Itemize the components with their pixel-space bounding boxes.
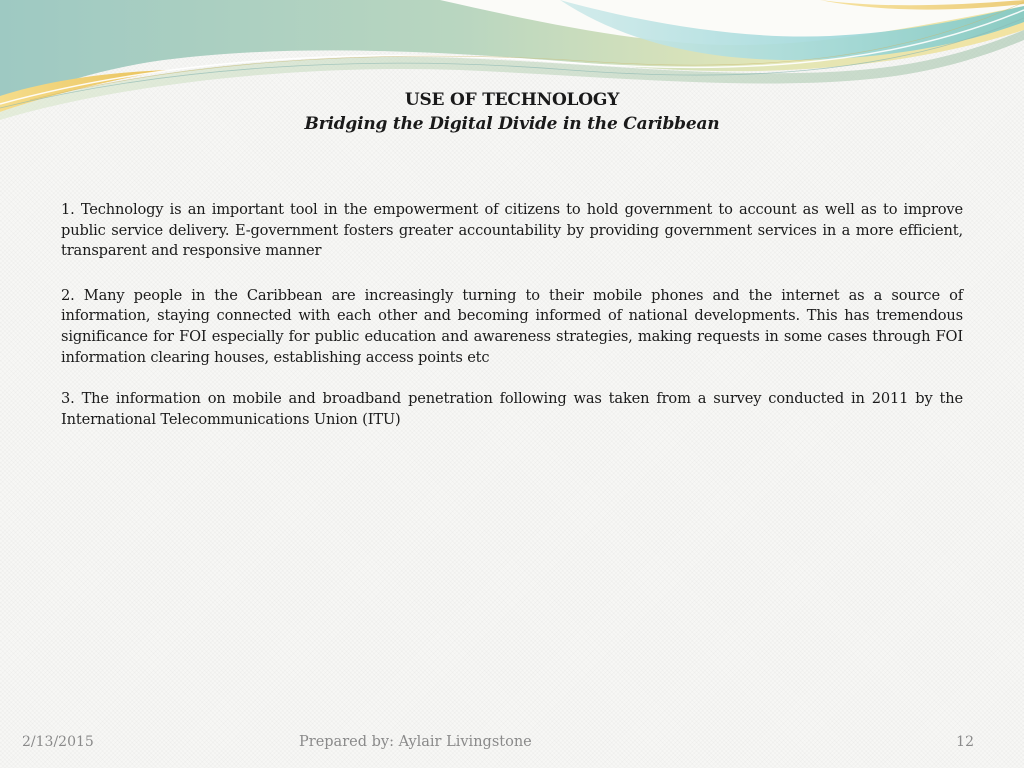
- slide-title-block: [0, 88, 1024, 136]
- slide-subtitle: Bridging the Digital Divide in the Caribbean: [304, 114, 720, 134]
- slide-title: USE OF TECHNOLOGY: [404, 90, 620, 110]
- footer-page-number: 12: [956, 734, 974, 750]
- slide-body: [61, 200, 963, 430]
- footer-prepared-by: Prepared by: Aylair Livingstone: [299, 734, 532, 750]
- paragraph-1: 1. Technology is an important tool in the empowerment of citizens to hold government to account as well as to improve public service delivery. E-government fosters greater accountability by providing government services in a more efficient, transparent and responsive manner: [61, 201, 963, 260]
- paragraph-3: 3. The information on mobile and broadband penetration following was taken from a survey conducted in 2011 by the International Telecommunications Union (ITU): [61, 390, 963, 428]
- paragraph-2: 2. Many people in the Caribbean are increasingly turning to their mobile phones and the internet as a source of information, staying connected with each other and becoming informed of national developments. This has tremendous significance for FOI especially for public education and awareness strategies, making requests in some cases through FOI information clearing houses, establishing access points etc: [61, 286, 963, 366]
- footer-date: 2/13/2015: [22, 734, 94, 750]
